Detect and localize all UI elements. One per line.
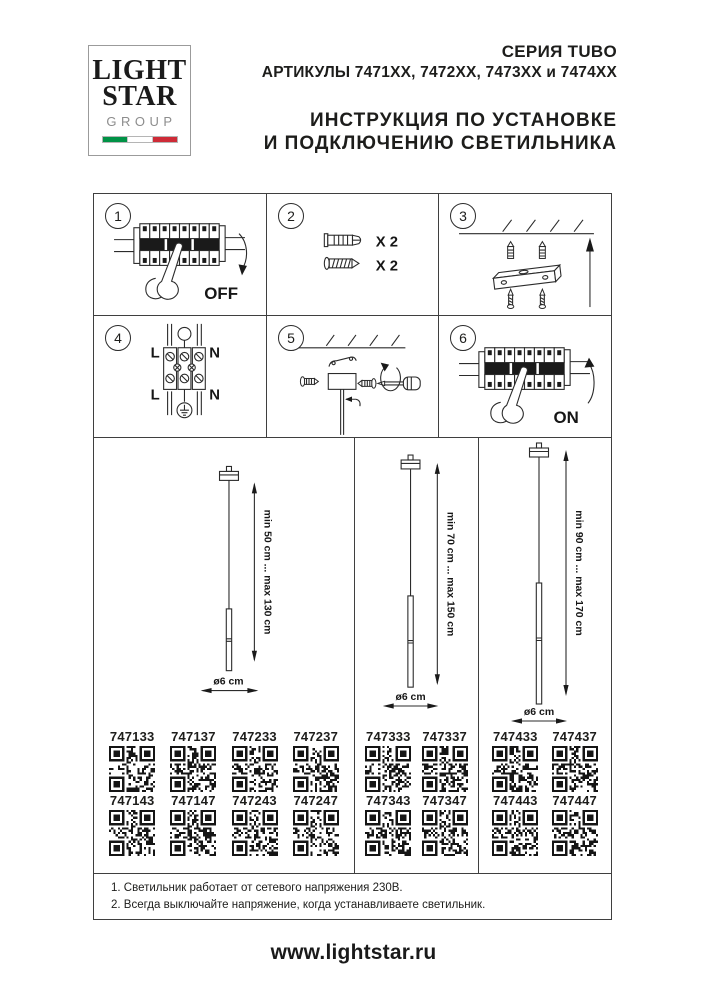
article-number: 747247	[293, 793, 339, 808]
line-label-bottom: L	[150, 387, 160, 404]
article-number: 747237	[293, 729, 339, 744]
article-qr-group-1	[94, 728, 354, 873]
step-5-panel	[267, 316, 439, 438]
article-qr-cell	[552, 793, 598, 856]
article-qr-cell	[170, 793, 216, 856]
qr-code	[293, 746, 339, 792]
qr-code	[365, 810, 411, 856]
step-2-panel	[267, 194, 439, 316]
lamp-variants-grid	[94, 438, 611, 873]
steps-grid	[94, 194, 611, 438]
note-1: 1. Светильник работает от сетевого напряжения 230В.	[111, 882, 403, 894]
pendant-lamp-1-drawing	[94, 438, 354, 728]
qr-code	[170, 810, 216, 856]
articles-subtitle: АРТИКУЛЫ 7471XX, 7472XX, 7473XX и 7474XX	[261, 64, 617, 81]
article-qr-cell	[293, 729, 339, 792]
article-number: 747347	[422, 793, 467, 808]
lamp-1-range-label: min 50 cm ... max 130 cm	[261, 509, 273, 635]
rotation-arrow	[381, 368, 401, 391]
qr-code	[109, 810, 155, 856]
article-number: 747333	[366, 729, 411, 744]
article-qr-cell	[552, 729, 598, 792]
instruction-title-line2: И ПОДКЛЮЧЕНИЮ СВЕТИЛЬНИКА	[263, 132, 617, 154]
screw-icon	[324, 257, 359, 269]
series-title: СЕРИЯ TUBO	[501, 42, 617, 61]
article-qr-group-3	[479, 728, 611, 873]
step-6-number-badge: 6	[450, 325, 476, 351]
lamp-2-range-label: min 70 cm ... max 150 cm	[444, 511, 456, 637]
step-5-number-badge: 5	[278, 325, 304, 351]
qr-code	[232, 810, 278, 856]
article-qr-cell	[293, 793, 339, 856]
qr-code	[365, 746, 411, 792]
flag-red-segment	[153, 137, 177, 142]
article-number: 747433	[493, 729, 538, 744]
article-qr-group-2	[355, 728, 478, 873]
neutral-label-bottom: N	[209, 387, 220, 404]
article-qr-cell	[109, 729, 155, 792]
article-number: 747343	[366, 793, 411, 808]
article-qr-cell	[492, 793, 538, 856]
step-1-panel	[94, 194, 267, 316]
lamp-1-diameter-label: ø6 cm	[213, 676, 244, 688]
qr-code	[293, 810, 339, 856]
safety-notes	[94, 873, 611, 919]
qr-code	[109, 746, 155, 792]
mounting-bracket-icon	[493, 265, 562, 289]
lamp-2-diameter-label: ø6 cm	[395, 692, 426, 704]
article-qr-cell	[109, 793, 155, 856]
lamp-3-diameter-label: ø6 cm	[523, 706, 555, 718]
italian-flag-stripe	[102, 136, 178, 143]
flag-white-segment	[128, 137, 153, 142]
article-number: 747437	[552, 729, 597, 744]
qr-code	[422, 810, 468, 856]
instruction-table	[93, 193, 612, 920]
article-number: 747147	[171, 793, 216, 808]
qr-code	[170, 746, 216, 792]
note-2: 2. Всегда выключайте напряжение, когда устанавливаете светильник.	[111, 899, 486, 912]
pendant-lamp-3-drawing	[479, 438, 611, 728]
article-number: 747443	[493, 793, 538, 808]
instruction-title-line1: ИНСТРУКЦИЯ ПО УСТАНОВКЕ	[310, 110, 617, 131]
neutral-label-top: N	[209, 345, 220, 362]
qr-code	[552, 810, 598, 856]
lightstar-logo	[88, 45, 191, 156]
article-number: 747143	[109, 793, 155, 808]
article-number: 747233	[232, 729, 277, 744]
canopy-icon	[328, 374, 356, 390]
qr-code	[552, 746, 598, 792]
logo-star-text: STAR	[102, 80, 177, 112]
logo-light-text: LIGHT	[92, 55, 187, 87]
qr-code	[232, 746, 278, 792]
article-number: 747137	[171, 729, 216, 744]
lamp-variant-2-cell	[355, 438, 479, 873]
line-label-top: L	[150, 345, 160, 362]
article-qr-cell	[492, 729, 538, 792]
pendant-lamp-2-drawing	[355, 438, 478, 728]
step-1-number-badge: 1	[105, 203, 131, 229]
article-qr-cell	[365, 793, 411, 856]
step-6-panel	[439, 316, 611, 438]
article-qr-cell	[232, 793, 278, 856]
lamp-3-range-label: min 90 cm ... max 170 cm	[573, 510, 585, 636]
article-qr-cell	[422, 729, 468, 792]
article-qr-cell	[170, 729, 216, 792]
article-qr-cell	[232, 729, 278, 792]
article-number: 747447	[552, 793, 597, 808]
step-4-panel	[94, 316, 267, 438]
qr-code	[492, 810, 538, 856]
on-label: ON	[553, 408, 579, 428]
article-qr-cell	[365, 729, 411, 792]
step-3-number-badge: 3	[450, 203, 476, 229]
article-number: 747243	[232, 793, 277, 808]
qr-code	[422, 746, 468, 792]
flag-green-segment	[103, 137, 128, 142]
anchor-qty-label: X 2	[375, 234, 398, 251]
off-label: OFF	[204, 284, 239, 304]
step-3-panel	[439, 194, 611, 316]
step-2-number-badge: 2	[278, 203, 304, 229]
step-4-number-badge: 4	[105, 325, 131, 351]
website-url: www.lightstar.ru	[270, 941, 437, 964]
screw-qty-label: X 2	[375, 258, 398, 275]
article-qr-cell	[422, 793, 468, 856]
instruction-title	[264, 110, 617, 156]
article-number: 747133	[109, 729, 155, 744]
article-number: 747337	[422, 729, 467, 744]
logo-group-text: GROUP	[106, 113, 177, 129]
lamp-variant-1-cell	[94, 438, 355, 873]
lamp-variant-3-cell	[479, 438, 611, 873]
bracket-icon	[328, 357, 356, 367]
qr-code	[492, 746, 538, 792]
wall-anchor-icon	[324, 234, 360, 247]
